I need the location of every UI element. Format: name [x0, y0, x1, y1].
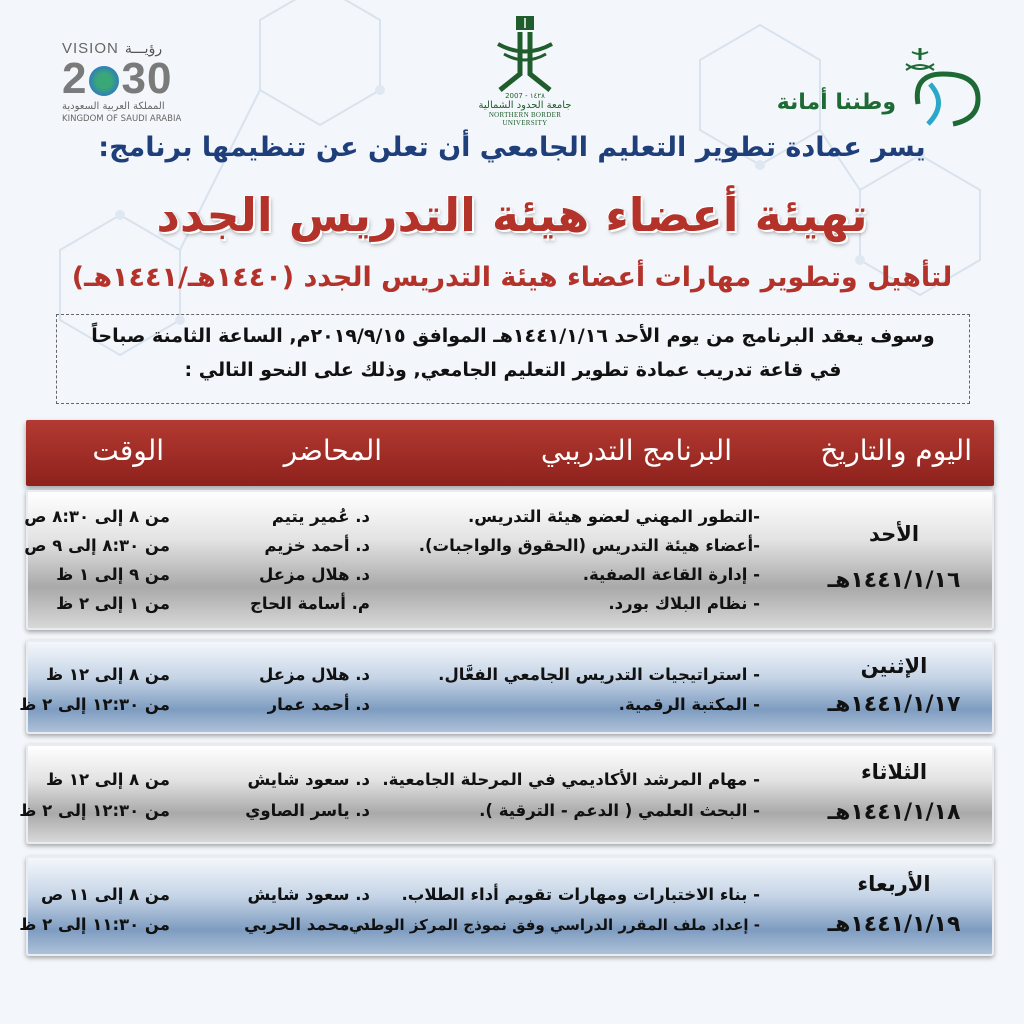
table-row	[19, 744, 994, 844]
program-cell	[382, 764, 760, 826]
table-row	[19, 856, 994, 956]
table-row	[26, 490, 994, 630]
time-cell	[19, 880, 170, 940]
university-name-en: NORTHERN BORDER UNIVERSITY	[488, 111, 562, 127]
header-day-date: اليوم والتاريخ	[820, 434, 972, 467]
time-slot: من ١١:٣٠ إلى ٢ ظ	[19, 915, 170, 934]
time-cell	[19, 660, 170, 720]
program-item: -أعضاء هيئة التدريس (الحقوق والواجبات).	[418, 536, 760, 555]
program-cell	[419, 502, 760, 618]
lecturer-name: د. هلال مزعل	[259, 565, 370, 584]
heart-swirl-icon	[908, 64, 988, 128]
lecturer-name: د. أحمد عمار	[267, 695, 370, 714]
time-slot: من ٨ إلى ٨:٣٠ ص	[24, 507, 170, 526]
day-cell	[796, 872, 992, 937]
program-item: - إعداد ملف المقرر الدراسي وفق نموذج المركز الوطني.	[343, 916, 760, 934]
time-cell	[19, 764, 170, 826]
lecturer-name: م. أسامة الحاج	[250, 594, 370, 613]
lecturer-cell	[244, 880, 370, 940]
university-years: ١٤٢٨ - 2007	[505, 92, 545, 100]
day-date: ١٤٤١/١/١٦هـ	[827, 568, 961, 593]
time-slot: من ١ إلى ٢ ظ	[56, 594, 170, 613]
intro-text: يسر عمادة تطوير التعليم الجامعي أن تعلن عن تنظيمها برنامج:	[98, 132, 926, 163]
lecturer-name: د. أحمد خزيم	[264, 536, 370, 555]
program-item: - بناء الاختبارات ومهارات تقويم أداء الطلاب.	[401, 885, 760, 904]
program-item: - البحث العلمي ( الدعم - الترقية ).	[479, 801, 760, 820]
table-header	[26, 420, 994, 486]
time-slot: من ١٢:٣٠ إلى ٢ ظ	[19, 695, 170, 714]
lecturer-name: د. محمد الحربي	[244, 915, 370, 934]
day-cell	[796, 760, 992, 825]
palm-emblem-icon	[89, 66, 119, 96]
program-item: - مهام المرشد الأكاديمي في المرحلة الجامعية.	[382, 770, 760, 789]
program-item: - استراتيجيات التدريس الجامعي الفعَّال.	[438, 665, 760, 684]
time-slot: من ٨ إلى ١٢ ظ	[46, 770, 170, 789]
kingdom-name-ar: المملكة العربية السعودية	[62, 101, 165, 112]
vision-year: 2 30	[62, 54, 173, 103]
table-row	[19, 640, 994, 734]
program-cell	[438, 660, 760, 720]
time-slot: من ١٢:٣٠ إلى ٢ ظ	[19, 801, 170, 820]
program-subtitle: لتأهيل وتطوير مهارات أعضاء هيئة التدريس الجدد (١٤٤٠هـ/١٤٤١هـ)	[71, 262, 953, 293]
time-slot: من ٩ إلى ١ ظ	[56, 565, 170, 584]
time-slot: من ٨ إلى ١١ ص	[40, 885, 170, 904]
program-item: - إدارة القاعة الصفية.	[582, 565, 760, 584]
day-cell	[796, 654, 992, 717]
university-name-ar: جامعة الحدود الشمالية	[478, 100, 572, 111]
day-name: الإثنين	[860, 654, 928, 678]
header-lecturer: المحاضر	[283, 434, 382, 467]
time-slot: من ٨ إلى ١٢ ظ	[46, 665, 170, 684]
lecturer-cell	[245, 764, 370, 826]
day-date: ١٤٤١/١/١٧هـ	[827, 692, 961, 717]
note-line-1: وسوف يعقد البرنامج من يوم الأحد ١٤٤١/١/١٦هـ الموافق ٢٠١٩/٩/١٥م, الساعة الثامنة صباحاً	[91, 325, 935, 347]
day-name: الثلاثاء	[860, 760, 928, 784]
lecturer-name: د. عُمير يتيم	[271, 507, 370, 526]
watani-amana-logo	[776, 46, 988, 126]
time-slot: من ٨:٣٠ إلى ٩ ص	[24, 536, 170, 555]
program-item: - المكتبة الرقمية.	[618, 695, 760, 714]
vision-word: VISION	[62, 40, 119, 57]
note-line-2: في قاعة تدريب عمادة تطوير التعليم الجامعي, وذلك على النحو التالي :	[184, 359, 842, 381]
university-emblem-icon	[490, 14, 560, 92]
university-logo	[470, 14, 580, 134]
kingdom-name-en: KINGDOM OF SAUDI ARABIA	[62, 114, 182, 124]
day-cell	[796, 522, 992, 593]
vision-arabic-word: رؤيـــة	[124, 40, 163, 56]
program-title: تهيئة أعضاء هيئة التدريس الجدد	[156, 188, 868, 242]
day-name: الأربعاء	[857, 872, 931, 896]
lecturer-name: د. ياسر الصاوي	[245, 801, 370, 820]
lecturer-name: د. سعود شايش	[247, 885, 370, 904]
vision-2030-logo	[62, 40, 212, 130]
program-cell	[343, 880, 760, 940]
time-cell	[24, 502, 170, 618]
lecturer-name: د. سعود شايش	[247, 770, 370, 789]
day-date: ١٤٤١/١/١٩هـ	[827, 912, 961, 937]
schedule-note-box	[56, 314, 970, 404]
lecturer-name: د. هلال مزعل	[259, 665, 370, 684]
program-item: -التطور المهني لعضو هيئة التدريس.	[468, 507, 760, 526]
program-item: - نظام البلاك بورد.	[608, 594, 760, 613]
header-program: البرنامج التدريبي	[540, 434, 732, 467]
day-name: الأحد	[868, 522, 920, 546]
lecturer-cell	[250, 502, 370, 618]
day-date: ١٤٤١/١/١٨هـ	[827, 800, 961, 825]
watani-amana-text: وطننا أمانة	[776, 90, 896, 115]
header-time: الوقت	[92, 434, 164, 467]
lecturer-cell	[259, 660, 370, 720]
